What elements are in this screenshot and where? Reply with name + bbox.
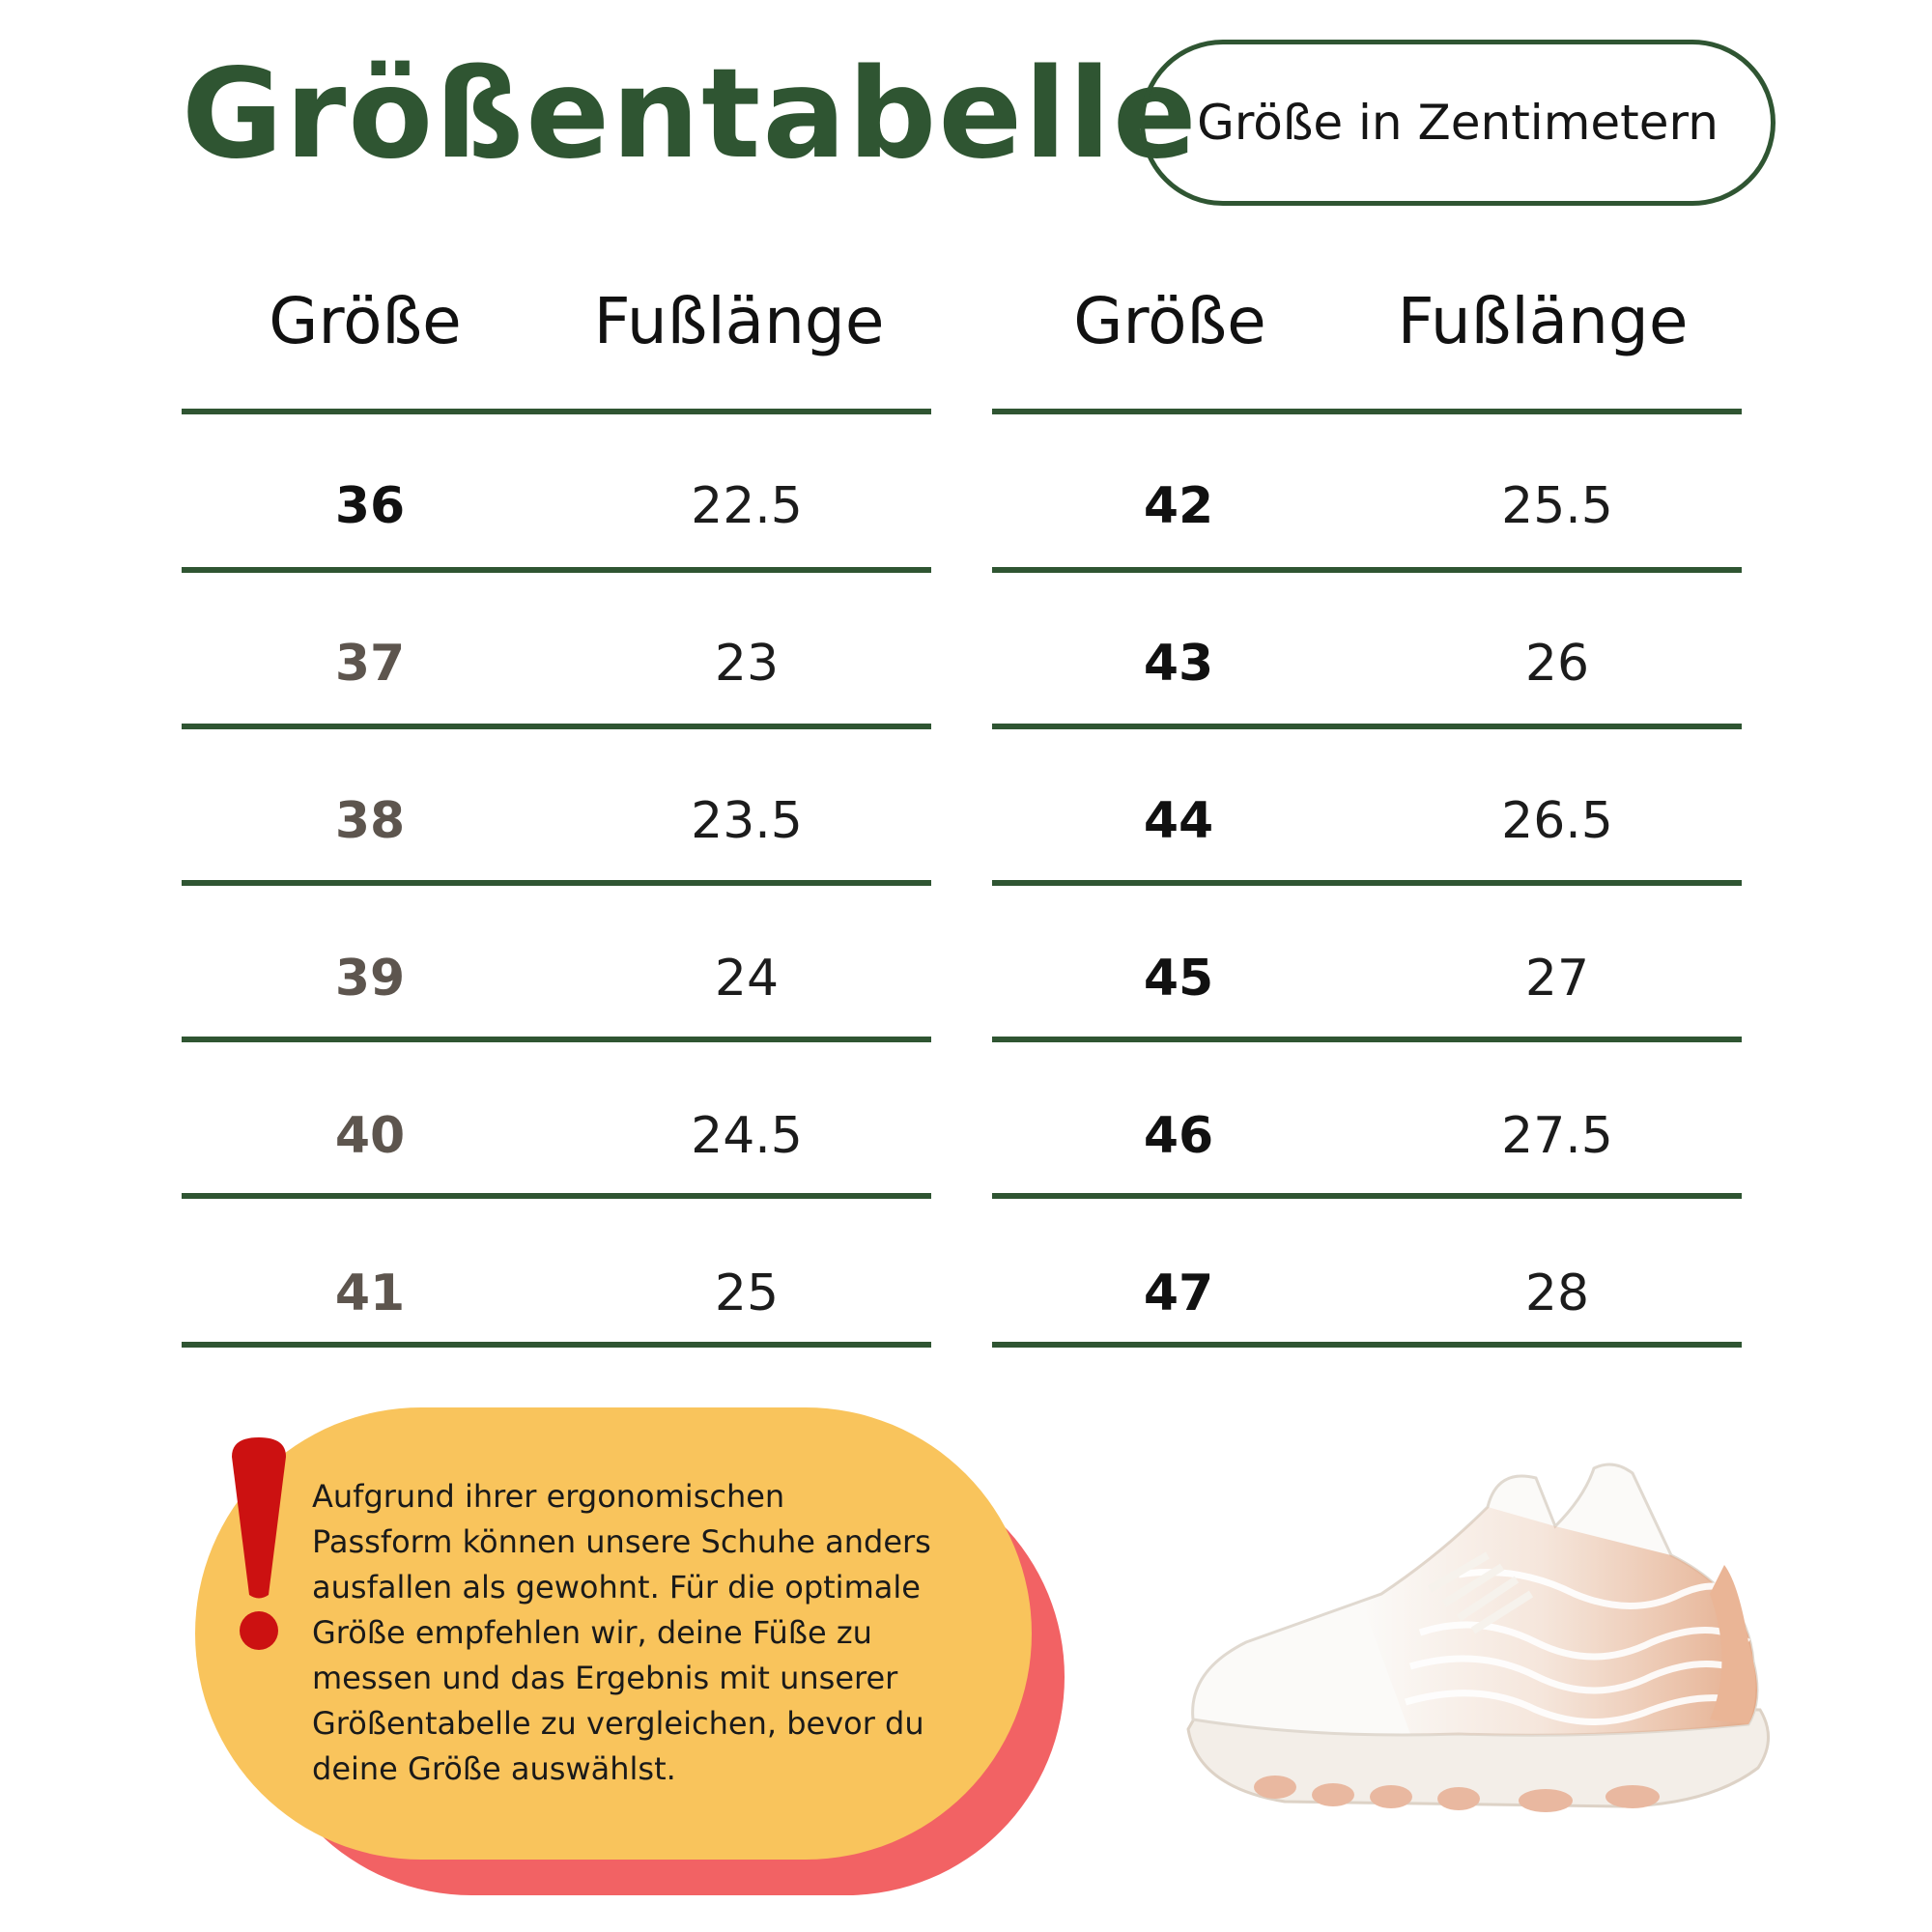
table-rule	[992, 567, 1742, 573]
table-rule	[182, 1193, 931, 1199]
length-cell: 25	[714, 1264, 780, 1322]
note-line: ausfallen als gewohnt. Für die optimale	[312, 1569, 921, 1605]
size-cell: 44	[1143, 792, 1214, 850]
note-line: messen und das Ergebnis mit unserer	[312, 1660, 898, 1696]
note-line: deine Größe auswählst.	[312, 1750, 676, 1787]
table-rule	[182, 1342, 931, 1348]
note-line: Größe empfehlen wir, deine Füße zu	[312, 1614, 872, 1651]
header-length-right: Fußlänge	[1397, 284, 1689, 358]
size-cell: 39	[334, 950, 406, 1008]
length-cell: 22.5	[691, 477, 803, 535]
size-cell: 46	[1143, 1107, 1214, 1165]
note-line: Aufgrund ihrer ergonomischen	[312, 1478, 785, 1515]
length-cell: 23.5	[691, 792, 803, 850]
header-length-left: Fußlänge	[593, 284, 885, 358]
length-cell: 28	[1524, 1264, 1590, 1322]
exclamation-icon	[230, 1435, 288, 1658]
table-rule	[182, 1037, 931, 1042]
size-cell: 45	[1143, 950, 1214, 1008]
size-cell: 37	[334, 635, 406, 693]
size-notice-text	[312, 1474, 1008, 1792]
size-cell: 38	[334, 792, 406, 850]
table-rule	[992, 1193, 1742, 1199]
size-cell: 40	[334, 1107, 406, 1165]
note-line: Größentabelle zu vergleichen, bevor du	[312, 1705, 924, 1742]
page-title: Größentabelle	[182, 43, 1199, 186]
table-rule	[182, 567, 931, 573]
size-cell: 36	[334, 477, 406, 535]
header-size-left: Größe	[269, 284, 462, 358]
size-cell: 47	[1143, 1264, 1214, 1322]
size-cell: 41	[334, 1264, 406, 1322]
table-rule	[992, 724, 1742, 729]
length-cell: 23	[714, 635, 780, 693]
unit-badge: Größe in Zentimetern	[1140, 40, 1776, 206]
length-cell: 27	[1524, 950, 1590, 1008]
length-cell: 27.5	[1501, 1107, 1613, 1165]
header-size-right: Größe	[1073, 284, 1266, 358]
length-cell: 25.5	[1501, 477, 1613, 535]
table-rule	[992, 1342, 1742, 1348]
length-cell: 24.5	[691, 1107, 803, 1165]
shoe-image	[1169, 1449, 1797, 1835]
table-rule	[182, 880, 931, 886]
length-cell: 26	[1524, 635, 1590, 693]
size-cell: 43	[1143, 635, 1214, 693]
table-rule	[992, 409, 1742, 414]
table-rule	[992, 880, 1742, 886]
length-cell: 24	[714, 950, 780, 1008]
table-rule	[992, 1037, 1742, 1042]
table-rule	[182, 409, 931, 414]
length-cell: 26.5	[1501, 792, 1613, 850]
size-cell: 42	[1143, 477, 1214, 535]
table-rule	[182, 724, 931, 729]
note-line: Passform können unsere Schuhe anders	[312, 1523, 931, 1560]
